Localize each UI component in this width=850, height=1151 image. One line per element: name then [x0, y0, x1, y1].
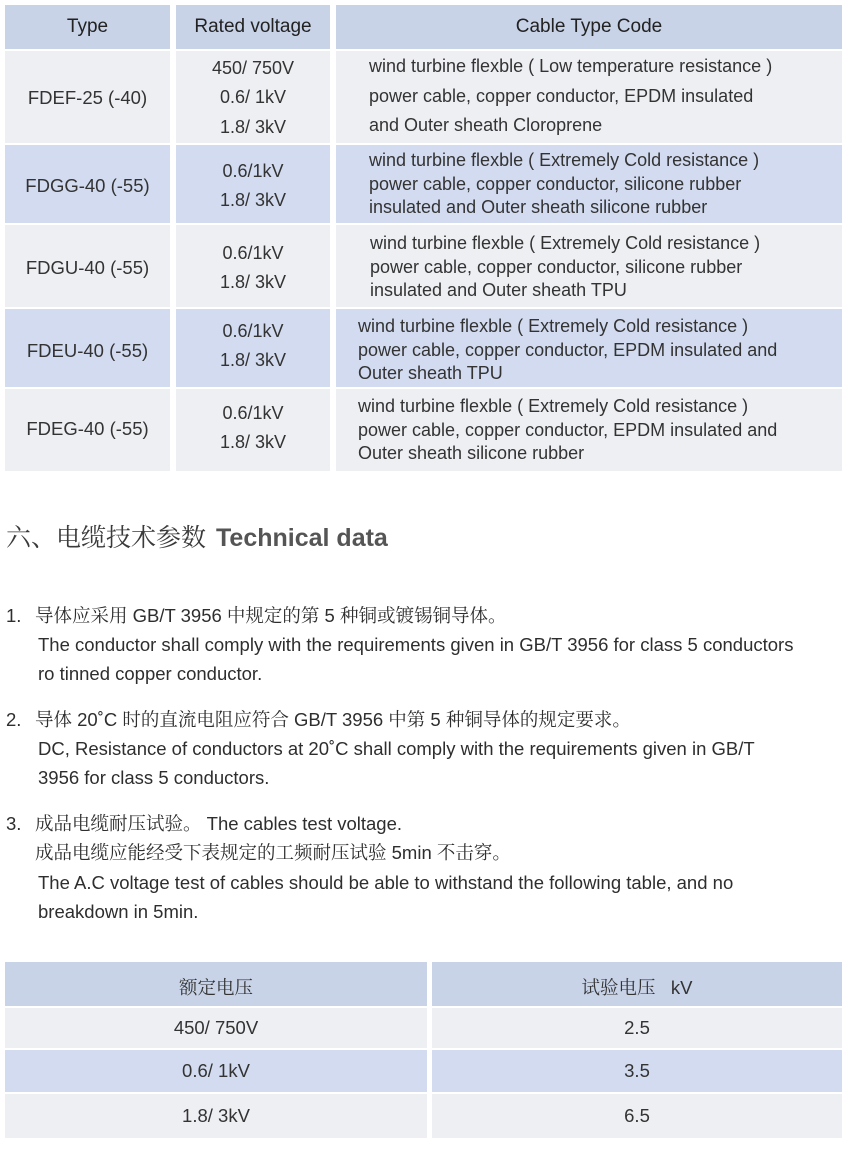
item-line: 导体 20˚C 时的直流电阻应符合 GB/T 3956 中第 5 种铜导体的规定要求。: [35, 709, 631, 730]
description-line: wind turbine flexble ( Extremely Cold resistance ): [369, 150, 760, 170]
voltage-value: 1.8/ 3kV: [219, 117, 287, 137]
description-cell: [336, 389, 842, 471]
rated-voltage-value: 1.8/ 3kV: [182, 1105, 250, 1126]
header-rated-voltage: Rated voltage: [194, 16, 312, 37]
description-cell: [336, 51, 842, 143]
rated-voltage-value: 0.6/ 1kV: [182, 1060, 250, 1081]
table-row: [5, 309, 170, 387]
item-line: 3956 for class 5 conductors.: [38, 767, 270, 788]
description-cell: [336, 145, 842, 223]
test-voltage-value: 6.5: [624, 1105, 650, 1126]
header-voltage-cell: [176, 5, 330, 49]
description-line: power cable, copper conductor, EPDM insulated and: [358, 340, 778, 360]
voltage-cell: [176, 225, 330, 307]
voltage-value: 0.6/1kV: [222, 243, 284, 263]
table-row: [5, 1094, 427, 1138]
header-test-voltage-cn: 试验电压 kV: [581, 977, 693, 998]
item-line: The A.C voltage test of cables should be able to withstand the following table, and no: [38, 872, 734, 893]
description-cell: [336, 309, 842, 387]
cable-type: FDGU-40 (-55): [25, 257, 150, 278]
header-cable-type-code: Cable Type Code: [515, 16, 663, 37]
table-row: [432, 1050, 842, 1092]
description-cell: [336, 225, 842, 307]
cable-type: FDEG-40 (-55): [26, 418, 149, 439]
item-line: breakdown in 5min.: [38, 901, 199, 922]
voltage-value: 1.8/ 3kV: [219, 272, 287, 292]
item-number: 1.: [6, 605, 22, 626]
voltage-cell: [176, 145, 330, 223]
header-rated-voltage-cell: [5, 962, 427, 1006]
table-row: [5, 389, 170, 471]
description-line: Outer sheath TPU: [358, 363, 503, 383]
description-line: insulated and Outer sheath silicone rubber: [369, 197, 708, 217]
section-title-en: Technical data: [216, 524, 388, 552]
voltage-value: 1.8/ 3kV: [219, 350, 287, 370]
voltage-value: 0.6/1kV: [222, 161, 284, 181]
description-line: and Outer sheath Cloroprene: [369, 115, 603, 135]
voltage-value: 1.8/ 3kV: [219, 190, 287, 210]
item-number: 2.: [6, 709, 22, 730]
test-voltage-value: 2.5: [624, 1017, 650, 1038]
header-type: Type: [66, 16, 109, 37]
table-row: [5, 1050, 427, 1092]
voltage-cell: [176, 389, 330, 471]
rated-voltage-value: 450/ 750V: [173, 1017, 259, 1038]
description-line: wind turbine flexble ( Low temperature resistance ): [369, 56, 773, 76]
item-line: DC, Resistance of conductors at 20˚C shall comply with the requirements given in GB/T: [38, 738, 755, 759]
cable-type: FDEF-25 (-40): [27, 87, 148, 108]
section-heading: [6, 518, 388, 554]
description-line: power cable, copper conductor, EPDM insulated: [369, 86, 754, 106]
table-row: [5, 225, 170, 307]
voltage-value: 0.6/ 1kV: [219, 87, 287, 107]
voltage-value: 0.6/1kV: [222, 403, 284, 423]
item-number: 3.: [6, 813, 22, 834]
voltage-value: 1.8/ 3kV: [219, 432, 287, 452]
table-row: [5, 145, 170, 223]
item-line: 导体应采用 GB/T 3956 中规定的第 5 种铜或镀锡铜导体。: [35, 605, 507, 626]
table-row: [432, 1008, 842, 1048]
description-line: insulated and Outer sheath TPU: [370, 280, 627, 300]
header-rated-voltage-cn: 额定电压: [178, 977, 253, 998]
voltage-value: 450/ 750V: [211, 58, 295, 78]
table-row: [5, 1008, 427, 1048]
cable-type: FDEU-40 (-55): [26, 340, 149, 361]
voltage-cell: [176, 309, 330, 387]
header-type-cell: [5, 5, 170, 49]
section-number-cn: 六、电缆技术参数: [6, 524, 207, 552]
description-line: wind turbine flexble ( Extremely Cold resistance ): [358, 316, 749, 336]
header-code-cell: [336, 5, 842, 49]
description-line: wind turbine flexble ( Extremely Cold resistance ): [358, 396, 749, 416]
voltage-cell: [176, 51, 330, 143]
voltage-value: 0.6/1kV: [222, 321, 284, 341]
test-voltage-value: 3.5: [624, 1060, 650, 1081]
description-line: power cable, copper conductor, silicone rubber: [369, 174, 742, 194]
description-line: power cable, copper conductor, EPDM insulated and: [358, 420, 778, 440]
description-line: wind turbine flexble ( Extremely Cold resistance ): [370, 233, 761, 253]
header-test-voltage-cell: [432, 962, 842, 1006]
item-line: ro tinned copper conductor.: [38, 663, 263, 684]
item-line: The conductor shall comply with the requirements given in GB/T 3956 for class 5 conductors: [38, 634, 794, 655]
item-line: 成品电缆耐压试验。 The cables test voltage.: [35, 813, 403, 834]
description-line: Outer sheath silicone rubber: [358, 443, 585, 463]
description-line: power cable, copper conductor, silicone rubber: [370, 257, 743, 277]
cable-type: FDGG-40 (-55): [25, 175, 150, 196]
item-line: 成品电缆应能经受下表规定的工频耐压试验 5min 不击穿。: [35, 842, 511, 863]
table-row: [5, 51, 170, 143]
table-row: [432, 1094, 842, 1138]
